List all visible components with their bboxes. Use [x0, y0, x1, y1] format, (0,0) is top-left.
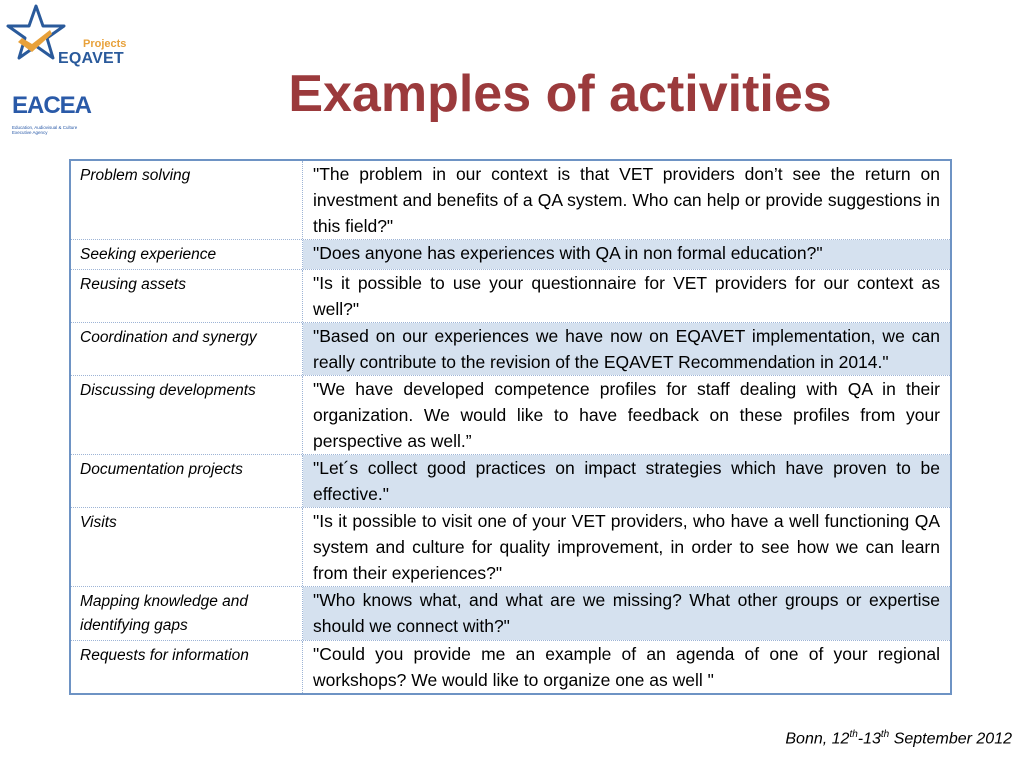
footer-date-sup-1: th	[849, 729, 858, 740]
activity-label: Reusing assets	[71, 270, 303, 322]
footer-date-mid: -13	[857, 730, 881, 748]
activity-label: Discussing developments	[71, 376, 303, 454]
table-row	[71, 239, 950, 269]
logo-eacea-label: EACEA	[12, 92, 92, 119]
table-row	[71, 586, 950, 640]
logo-eqavet-label: EQAVET	[58, 50, 124, 67]
activity-example: "Does anyone has experiences with QA in non formal education?"	[303, 240, 950, 269]
eacea-logo	[12, 92, 112, 138]
activity-label: Requests for information	[71, 641, 303, 693]
eqavet-logo	[6, 4, 136, 70]
page-title: Examples of activities	[288, 65, 832, 123]
logo-eacea-subtitle-line-2: Executive Agency	[12, 130, 48, 135]
table-row	[71, 269, 950, 322]
activity-example: "Based on our experiences we have now on EQAVET implementation, we can really contribute to the revision of the EQAVET Recommendation in 2014."	[303, 323, 950, 375]
activity-label: Seeking experience	[71, 240, 303, 269]
table-row	[71, 507, 950, 586]
table-row	[71, 161, 950, 239]
activity-label: Documentation projects	[71, 455, 303, 507]
table-row	[71, 375, 950, 454]
footer-date-suffix: September 2012	[889, 730, 1012, 748]
table-row	[71, 640, 950, 693]
table-row	[71, 322, 950, 375]
activity-example: "Is it possible to use your questionnaire for VET providers for our context as well?"	[303, 270, 950, 322]
activity-example: "Let´s collect good practices on impact strategies which have proven to be effective."	[303, 455, 950, 507]
activity-label: Problem solving	[71, 161, 303, 239]
activity-example: "Is it possible to visit one of your VET providers, who have a well functioning QA system and culture for quality improvement, in order to see how we can learn from their experiences?"	[303, 508, 950, 586]
logo-eacea-subtitle-line-1: Education, Audiovisual & Culture	[12, 125, 78, 130]
table-row	[71, 454, 950, 507]
logo-eacea-subtitle	[12, 125, 77, 135]
footer-date-sup-2: th	[880, 729, 890, 740]
footer-date-prefix: Bonn, 12	[785, 730, 850, 748]
activity-example: "We have developed competence profiles for staff dealing with QA in their organization. We would like to have feedback on these profiles from your perspective as well.”	[303, 376, 950, 454]
activity-example: "Who knows what, and what are we missing? What other groups or expertise should we connect with?"	[303, 587, 950, 640]
activities-table	[69, 159, 952, 695]
activity-label: Mapping knowledge and identifying gaps	[71, 587, 303, 640]
activity-label: Visits	[71, 508, 303, 586]
activity-example: "Could you provide me an example of an agenda of one of your regional workshops? We would like to organize one as well "	[303, 641, 950, 693]
logo-projects-label: Projects	[83, 38, 127, 50]
activity-example: "The problem in our context is that VET providers don’t see the return on investment and benefits of a QA system. Who can help or provide suggestions in this field?"	[303, 161, 950, 239]
footer-date	[785, 729, 1012, 748]
activity-label: Coordination and synergy	[71, 323, 303, 375]
